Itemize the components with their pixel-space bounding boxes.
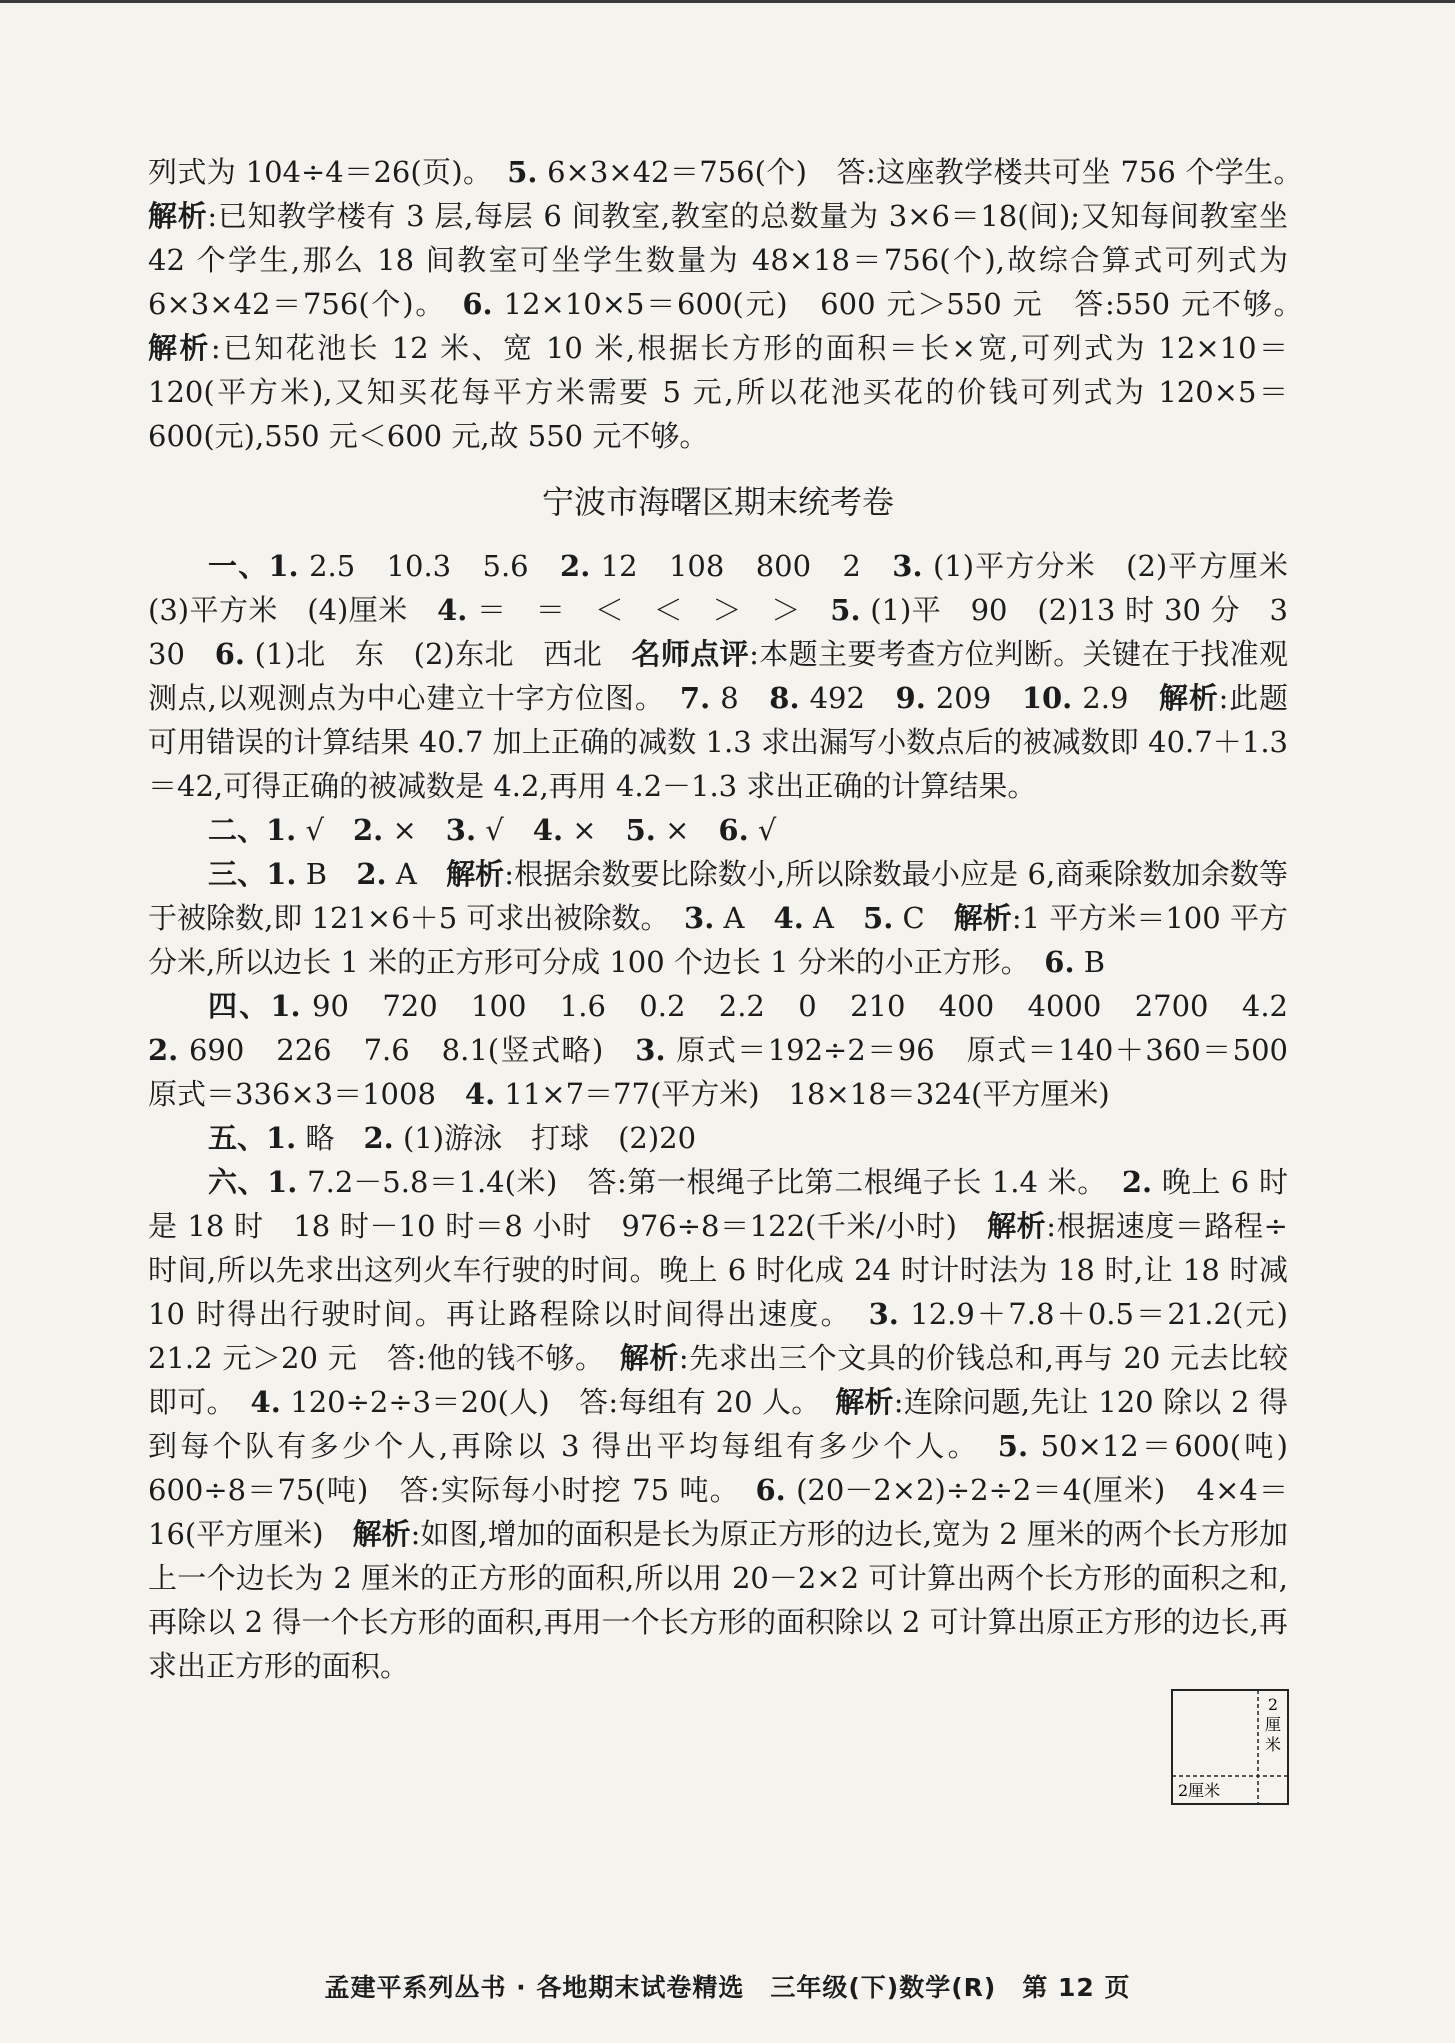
- text-run: 50×12＝600(吨) 600÷8＝75(吨) 答:实际每小时挖 75 吨。: [148, 1429, 1318, 1507]
- text-run: 12 108 800 2: [590, 549, 893, 583]
- text-run: 2.5 10.3 5.6: [298, 549, 561, 583]
- diagram-side-label-2: 厘: [1264, 1715, 1282, 1734]
- bold-label: 5.: [507, 155, 538, 189]
- text-run: :先求出三个文具的价钱总和,再与 20 元去比较即可。: [148, 1341, 1288, 1419]
- previous-answer-paragraph: [148, 150, 1317, 458]
- bold-label: 5.: [997, 1429, 1029, 1463]
- text-run: (1)平方分米 (2)平方厘米 (3)平方米 (4)厘米: [148, 549, 1318, 627]
- text-run: :已知教学楼有 3 层,每层 6 间教室,教室的总数量为 3×6＝18(间);又知每间教室坐 42 个学生,那么 18 间教室可坐学生数量为 48×18＝756(个),故综合算式可列式为 6×3×42＝756(个)。: [148, 199, 1288, 321]
- text-run: 8: [710, 681, 770, 715]
- bold-label: 2.: [363, 1121, 394, 1155]
- bold-label: 解析: [987, 1209, 1047, 1243]
- bold-label: 解析: [619, 1341, 679, 1375]
- bold-label: 6.: [214, 637, 245, 671]
- bold-label: 6.: [755, 1473, 786, 1507]
- bold-label: 4.: [250, 1385, 281, 1419]
- text-run: 11×7＝77(平方米) 18×18＝324(平方厘米): [495, 1077, 1110, 1111]
- bold-label: 2.: [356, 857, 387, 891]
- text-run: :连除问题,先让 120 除以 2 得到每个队有多少个人,再除以 3 得出平均每组有多少个人。: [148, 1385, 1288, 1463]
- text-run: B: [1074, 945, 1106, 979]
- bold-label: 4.: [437, 593, 468, 627]
- text-run: ×: [655, 813, 719, 847]
- diagram-side-label-1: 2: [1267, 1695, 1279, 1714]
- bold-label: 5.: [830, 593, 861, 627]
- bold-label: 解析: [148, 331, 211, 365]
- page-footer: 孟建平系列丛书 · 各地期末试卷精选 三年级(下)数学(R) 第 12 页: [324, 1973, 1131, 2002]
- bold-label: 4.: [532, 813, 564, 847]
- top-rule: [0, 0, 1455, 3]
- text-run: 90 720 100 1.6 0.2 2.2 0 210 400 4000 2700 4.2: [300, 989, 1317, 1023]
- bold-label: 解析: [352, 1517, 411, 1551]
- bold-label: 四、1.: [208, 989, 301, 1023]
- bold-label: 4.: [773, 901, 804, 935]
- text-run: √: [296, 813, 353, 847]
- text-run: 6×3×42＝756(个) 答:这座教学楼共可坐 756 个学生。: [537, 155, 1317, 189]
- text-run: (1)北 东 (2)东北 西北: [244, 637, 632, 671]
- text-run: A: [386, 857, 447, 891]
- bold-label: 2.: [560, 549, 591, 583]
- bold-label: 解析: [446, 857, 505, 891]
- bold-label: 10.: [1021, 681, 1073, 715]
- text-run: C: [893, 901, 954, 935]
- text-run: :如图,增加的面积是长为原正方形的边长,宽为 2 厘米的两个长方形加上一个边长为 2 厘米的正方形的面积,所以用 20－2×2 可计算出两个长方形的面积之和,再除以 2 得一个长方形的面积,再用一个长方形的面积除以 2 可计算出原正方形的边长,再求出正方形的面积。: [148, 1517, 1288, 1683]
- bold-label: 2.: [148, 1033, 179, 1067]
- text-run: (1)游泳 打球 (2)20: [393, 1121, 697, 1155]
- text-run: B: [296, 857, 357, 891]
- text-run: 7.2－5.8＝1.4(米) 答:第一根绳子比第二根绳子长 1.4 米。: [297, 1165, 1122, 1199]
- section-six: [148, 1160, 1318, 1688]
- text-run: 原式＝192÷2＝96 原式＝140＋360＝500 原式＝336×3＝1008: [148, 1033, 1318, 1111]
- text-run: A: [803, 901, 864, 935]
- section-five: [148, 1116, 1288, 1160]
- text-run: ×: [563, 813, 626, 847]
- bold-label: 名师点评: [631, 637, 750, 671]
- text-run: :1 平方米＝100 平方分米,所以边长 1 米的正方形可分成 100 个边长 1 分米的小正方形。: [148, 901, 1288, 979]
- bold-label: 3.: [635, 1033, 666, 1067]
- text-run: 12×10×5＝600(元) 600 元＞550 元 答:550 元不够。: [492, 287, 1317, 321]
- answer-sections: [148, 544, 1318, 1688]
- text-run: 列式为 104÷4＝26(页)。: [148, 155, 508, 189]
- bold-label: 7.: [679, 681, 711, 715]
- text-run: 492: [799, 681, 896, 715]
- text-run: √: [476, 813, 533, 847]
- text-run: ＝ ＝ ＜ ＜ ＞ ＞: [467, 593, 831, 627]
- bold-label: 解析: [953, 901, 1012, 935]
- bold-label: 一、1.: [208, 549, 299, 583]
- bold-label: 8.: [769, 681, 800, 715]
- bold-label: 解析: [1159, 681, 1219, 715]
- text-run: 2.9: [1072, 681, 1160, 715]
- page-content: [148, 150, 1318, 1688]
- bold-label: 5.: [863, 901, 894, 935]
- text-run: A: [714, 901, 774, 935]
- bold-label: 解析: [148, 199, 208, 233]
- text-run: :已知花池长 12 米、宽 10 米,根据长方形的面积＝长×宽,可列式为 12×10＝120(平方米),又知买花每平方米需要 5 元,所以花池买花的价钱可列式为 120×5＝600(元),550 元＜600 元,故 550 元不够。: [148, 331, 1288, 453]
- diagram-side-label-3: 米: [1264, 1735, 1282, 1754]
- bold-label: 解析: [835, 1385, 894, 1419]
- bold-label: 4.: [464, 1077, 496, 1111]
- section-four: [148, 984, 1318, 1116]
- diagram-bottom-label: 2厘米: [1178, 1781, 1221, 1800]
- text-run: (20－2×2)÷2÷2＝4(厘米) 4×4＝16(平方厘米): [148, 1473, 1288, 1551]
- text-run: 晚上 6 时是 18 时 18 时－10 时＝8 小时 976÷8＝122(千米/小时): [148, 1165, 1288, 1243]
- text-run: :根据速度＝路程÷时间,所以先求出这列火车行驶的时间。晚上 6 时化成 24 时计时法为 18 时,让 18 时减 10 时得出行驶时间。再让路程除以时间得出速度。: [148, 1209, 1288, 1331]
- text-run: 120÷2÷3＝20(人) 答:每组有 20 人。: [280, 1385, 836, 1419]
- text-run: 209: [925, 681, 1022, 715]
- text-run: ×: [383, 813, 446, 847]
- text-run: (1)平 90 (2)13 时 30 分 3 30: [148, 593, 1318, 671]
- bold-label: 6.: [462, 287, 493, 321]
- bold-label: 六、1.: [208, 1165, 298, 1199]
- section-three: [148, 852, 1288, 984]
- bold-label: 2.: [352, 813, 384, 847]
- bold-label: 3.: [868, 1297, 899, 1331]
- square-diagram: [1170, 1688, 1290, 1806]
- text-run: :本题主要考查方位判断。关键在于找准观测点,以观测点为中心建立十字方位图。: [148, 637, 1288, 715]
- bold-label: 2.: [1121, 1165, 1153, 1199]
- bold-label: 五、1.: [208, 1121, 297, 1155]
- text-run: √: [748, 813, 777, 847]
- text-run: 690 226 7.6 8.1(竖式略): [178, 1033, 636, 1067]
- bold-label: 3.: [892, 549, 923, 583]
- text-run: 略: [296, 1121, 364, 1155]
- bold-label: 6.: [1044, 945, 1075, 979]
- bold-label: 3.: [445, 813, 477, 847]
- text-run: :根据余数要比除数小,所以除数最小应是 6,商乘除数加余数等于被除数,即 121×6＋5 可求出被除数。: [148, 857, 1288, 935]
- section-two: [148, 808, 1288, 852]
- bold-label: 二、1.: [208, 813, 297, 847]
- bold-label: 6.: [718, 813, 749, 847]
- text-run: :此题可用错误的计算结果 40.7 加上正确的减数 1.3 求出漏写小数点后的被减数即 40.7＋1.3＝42,可得正确的被减数是 4.2,再用 4.2－1.3 求出正确的计算结果。: [148, 681, 1288, 803]
- previous-answers: [148, 150, 1317, 458]
- exam-title: 宁波市海曙区期末统考卷: [541, 483, 894, 521]
- bold-label: 5.: [625, 813, 656, 847]
- bold-label: 三、1.: [208, 857, 297, 891]
- bold-label: 3.: [684, 901, 715, 935]
- bold-label: 9.: [895, 681, 926, 715]
- section-one: [148, 544, 1318, 808]
- text-run: 12.9＋7.8＋0.5＝21.2(元) 21.2 元＞20 元 答:他的钱不够。: [148, 1297, 1318, 1375]
